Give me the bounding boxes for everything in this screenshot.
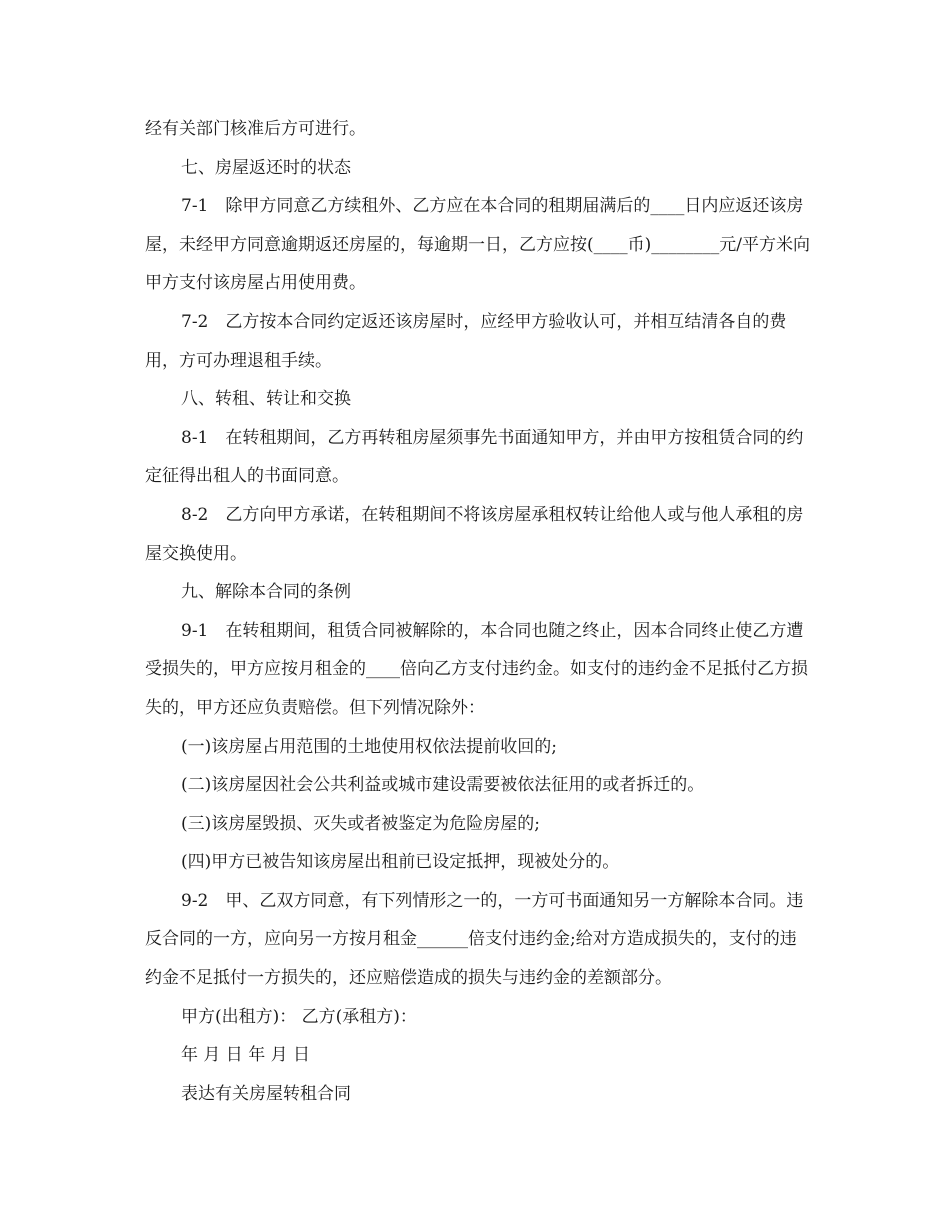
clause-9-1: 9-1 在转租期间，租赁合同被解除的，本合同也随之终止，因本合同终止使乙方遭受损失的，甲方应按月租金的____倍向乙方支付违约金。如支付的违约金不足抵付乙方损失的，甲方还应负责赔偿。但下列情况除外：: [145, 620, 808, 718]
signature-dates: 年 月 日 年 月 日: [181, 1045, 311, 1066]
clause-9-2: 9-2 甲、乙双方同意，有下列情形之一的，一方可书面通知另一方解除本合同。违反合同的一方，应向另一方按月租金______倍支付违约金;给对方造成损失的，支付的违约金不足抵付一方损失的，还应赔偿造成的损失与违约金的差额部分。: [145, 890, 804, 989]
exception-item-2: (二)该房屋因社会公共利益或城市建设需要被依法征用的或者拆迁的。: [181, 775, 705, 796]
document-body: [145, 110, 810, 1113]
exception-item-4: (四)甲方已被告知该房屋出租前已设定抵押，现被处分的。: [181, 852, 620, 873]
paragraph: 经有关部门核准后方可进行。: [145, 119, 366, 139]
section-heading-8: 八、转租、转让和交换: [181, 389, 351, 410]
section-heading-9: 九、解除本合同的条例: [181, 582, 351, 603]
exception-item-1: (一)该房屋占用范围的土地使用权依法提前收回的;: [181, 736, 557, 757]
clause-7-2: 7-2 乙方按本合同约定返还该房屋时，应经甲方验收认可，并相互结清各自的费用，方可办理退租手续。: [145, 311, 787, 371]
closing-title: 表达有关房屋转租合同: [181, 1083, 351, 1104]
clause-7-1: 7-1 除甲方同意乙方续租外、乙方应在本合同的租期届满后的____日内应返还该房屋，未经甲方同意逾期返还房屋的，每逾期一日，乙方应按(____币)________元/平方米向甲方支付该房屋占用使用费。: [145, 196, 810, 294]
section-heading-7: 七、房屋返还时的状态: [181, 157, 351, 178]
signature-parties: 甲方(出租方)： 乙方(承租方)：: [181, 1006, 417, 1027]
exception-item-3: (三)该房屋毁损、灭失或者被鉴定为危险房屋的;: [181, 813, 540, 834]
clause-8-2: 8-2 乙方向甲方承诺，在转租期间不将该房屋承租权转让给他人或与他人承租的房屋交换使用。: [145, 504, 804, 564]
clause-8-1: 8-1 在转租期间，乙方再转租房屋须事先书面通知甲方，并由甲方按租赁合同的约定征得出租人的书面同意。: [145, 427, 804, 487]
